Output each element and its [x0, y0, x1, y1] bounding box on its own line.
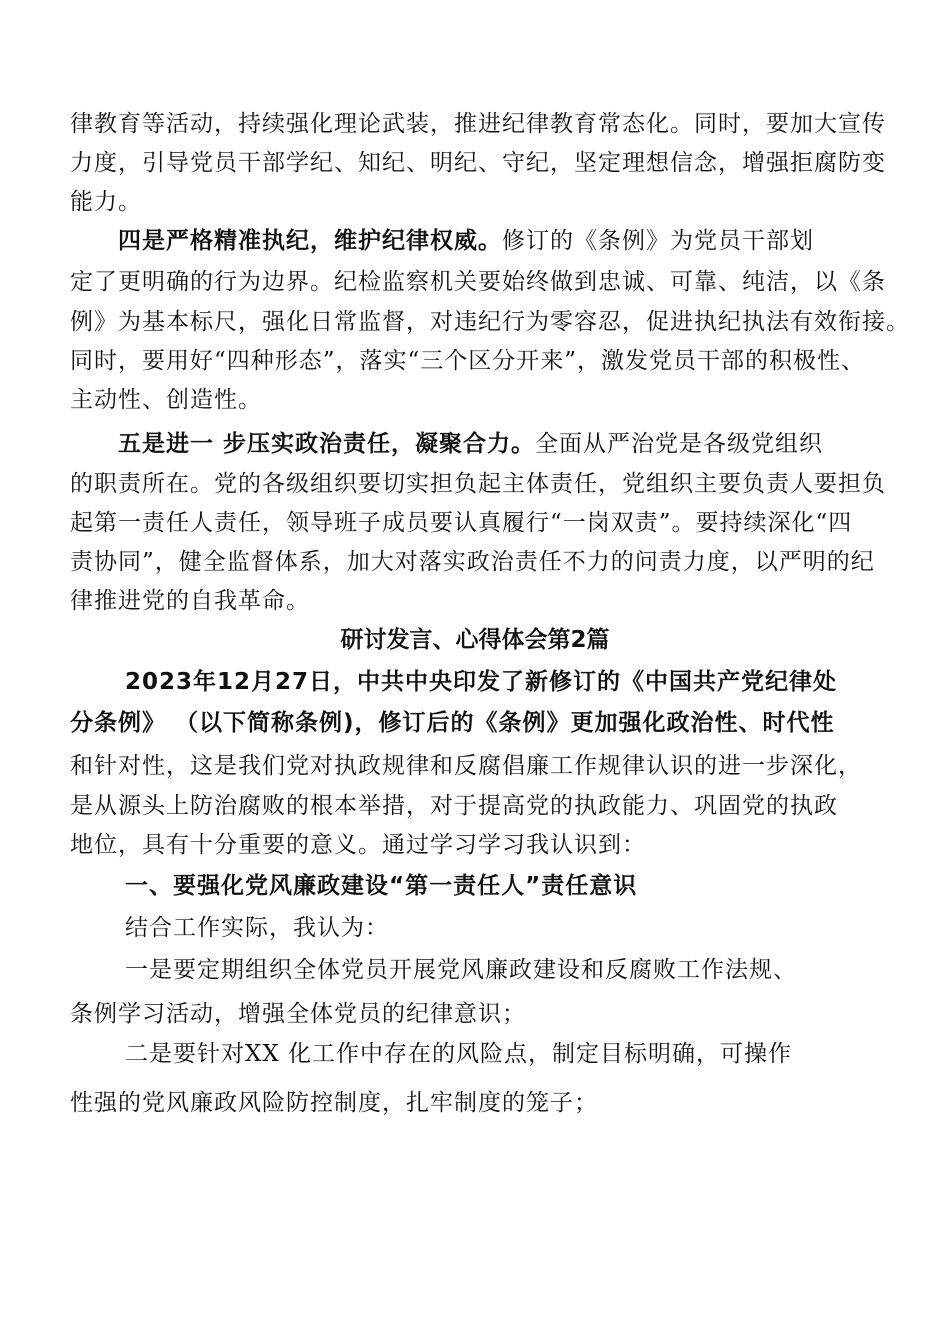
point-five-title: 五是进一 步压实政治责任，凝聚合力。: [118, 430, 536, 457]
paragraph-line: 同时，要用好“四种形态”，落实“三个区分开来”，激发党员干部的积极性、: [70, 348, 866, 374]
paragraph-line: 二是要针对XX 化工作中存在的风险点，制定目标明确，可操作: [125, 1041, 793, 1067]
paragraph-line: [118, 428, 938, 460]
paragraph-line: 律推进党的自我革命。: [70, 588, 310, 614]
paragraph-line: 律教育等活动，持续强化理论武装，推进纪律教育常态化。同时，要加大宣传: [70, 111, 886, 137]
intro-bold-line: 2023年12月27日，中共中央印发了新修订的《中国共产党纪律处: [125, 669, 838, 695]
paragraph-line: 力度，引导党员干部学纪、知纪、明纪、守纪，坚定理想信念，增强拒腐防变: [70, 150, 886, 176]
intro-bold-line: 分条例》 （以下简称条例)，修订后的《条例》更加强化政治性、时代性: [70, 710, 835, 736]
paragraph-line: 和针对性，这是我们党对执政规律和反腐倡廉工作规律认识的进一步深化，: [70, 753, 862, 779]
paragraph-line: 主动性、创造性。: [70, 387, 262, 413]
point-four-title: 四是严格精准执纪，维护纪律权威。: [118, 227, 502, 254]
paragraph-line: 定了更明确的行为边界。纪检监察机关要始终做到忠诚、可靠、纯洁，以《条: [70, 269, 886, 295]
paragraph-line: 能力。: [70, 189, 142, 215]
paragraph-line: 是从源头上防治腐败的根本举措，对于提高党的执政能力、巩固党的执政: [70, 793, 838, 819]
paragraph-line: 地位，具有十分重要的意义。通过学习学习我认识到：: [70, 832, 646, 858]
paragraph-line: 例》为基本标尺，强化日常监督，对违纪行为零容忍，促进执纪执法有效衔接。: [70, 309, 910, 335]
paragraph-line: 一是要定期组织全体党员开展党风廉政建设和反腐败工作法规、: [125, 957, 797, 983]
paragraph-line: 起第一责任人责任，领导班子成员要认真履行“一岗双责”。要持续深化“四: [70, 510, 853, 536]
paragraph-line: 责协同”，健全监督体系，加大对落实政治责任不力的问责力度，以严明的纪: [70, 549, 875, 575]
point-four-text: 修订的《条例》为党员干部划: [502, 228, 814, 254]
paragraph-line: 的职责所在。党的各级组织要切实担负起主体责任，党组织主要负责人要担负: [70, 471, 886, 497]
paragraph-line: 结合工作实际，我认为：: [125, 915, 389, 941]
point-five-text: 全面从严治党是各级党组织: [535, 431, 824, 457]
paragraph-line: 条例学习活动，增强全体党员的纪律意识；: [70, 1001, 526, 1027]
subheading: 一、要强化党风廉政建设“第一责任人”责任意识: [125, 873, 638, 899]
paragraph-line: [118, 225, 938, 257]
section-heading: 研讨发言、心得体会第2篇: [340, 627, 610, 653]
paragraph-line: 性强的党风廉政风险防控制度，扎牢制度的笼子；: [70, 1090, 598, 1116]
